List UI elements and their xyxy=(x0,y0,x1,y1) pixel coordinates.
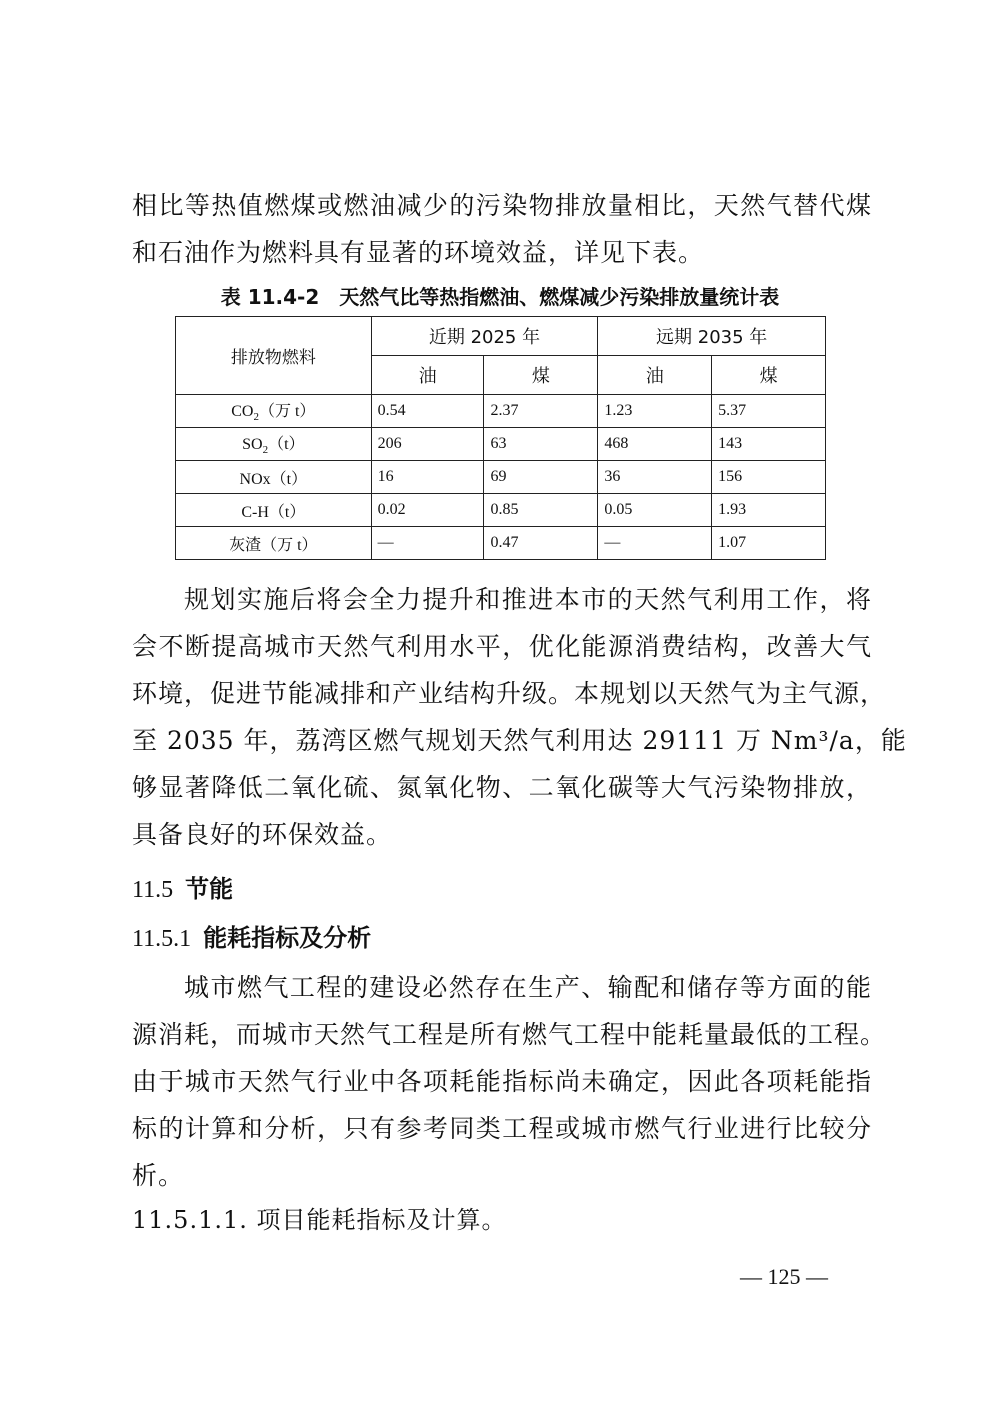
table-cell: 206 xyxy=(371,428,484,461)
table-cell: 1.23 xyxy=(598,395,712,428)
label-main: C-H xyxy=(241,503,269,521)
paragraph-line: 环境，促进节能减排和产业结构升级。本规划以天然气为主气源， xyxy=(132,679,887,708)
label-unit: （万 t） xyxy=(258,403,316,421)
emissions-table xyxy=(175,316,826,560)
table-cell: 0.54 xyxy=(371,395,484,428)
table-cell: 1.93 xyxy=(712,494,826,527)
page-number: — 125 — xyxy=(740,1264,828,1289)
paragraph-line: 会不断提高城市天然气利用水平，优化能源消费结构，改善大气 xyxy=(132,632,872,661)
fuel-header-coal: 煤 xyxy=(712,356,826,395)
table-cell: 156 xyxy=(712,461,826,494)
label-unit: （t） xyxy=(268,503,306,521)
table-row xyxy=(176,428,826,461)
subsection-number: 11.5.1 xyxy=(132,926,192,952)
table-cell: 16 xyxy=(371,461,484,494)
fuel-header-oil: 油 xyxy=(371,356,484,395)
table-cell: 1.07 xyxy=(712,527,826,560)
fuel-header-coal: 煤 xyxy=(484,356,598,395)
period-header-near: 近期 2025 年 xyxy=(371,317,598,356)
paragraph-line: 源消耗，而城市天然气工程是所有燃气工程中能耗量最低的工程。 xyxy=(132,1020,887,1049)
paragraph-line: 具备良好的环保效益。 xyxy=(132,820,393,849)
label-main: 灰渣 xyxy=(229,536,262,554)
table-cell: 0.85 xyxy=(484,494,598,527)
table-caption: 表 11.4-2 天然气比等热指燃油、燃煤减少污染排放量统计表 xyxy=(220,285,780,309)
table-cell: 0.05 xyxy=(598,494,712,527)
table-cell: — xyxy=(598,527,712,560)
label-unit: （万 t） xyxy=(261,536,318,554)
table-corner-header: 排放物燃料 xyxy=(176,317,372,395)
table-cell: 468 xyxy=(598,428,712,461)
paragraph-line: 规划实施后将会全力提升和推进本市的天然气利用工作，将 xyxy=(184,585,872,614)
label-main: SO xyxy=(242,436,263,454)
paragraph-line: 城市燃气工程的建设必然存在生产、输配和储存等方面的能 xyxy=(184,973,872,1002)
table-cell: 2.37 xyxy=(484,395,598,428)
paragraph-line: 和石油作为燃料具有显著的环境效益，详见下表。 xyxy=(132,238,705,267)
table-cell: 0.02 xyxy=(371,494,484,527)
subsubsection-heading: 11.5.1.1. 项目能耗指标及计算。 xyxy=(132,1206,507,1234)
label-unit: （t） xyxy=(268,436,305,454)
row-label xyxy=(176,527,372,560)
paragraph-line: 相比等热值燃煤或燃油减少的污染物排放量相比，天然气替代煤 xyxy=(132,191,872,220)
table-cell: 36 xyxy=(598,461,712,494)
row-label xyxy=(176,494,372,527)
subsection-title: 能耗指标及分析 xyxy=(203,924,372,952)
table-cell: 69 xyxy=(484,461,598,494)
section-number: 11.5 xyxy=(132,877,174,903)
plan-paragraph xyxy=(132,576,907,858)
table-cell: 5.37 xyxy=(712,395,826,428)
paragraph-line: 析。 xyxy=(132,1161,185,1190)
section-heading xyxy=(132,872,233,907)
row-label xyxy=(176,395,372,428)
paragraph-line: 至 2035 年，荔湾区燃气规划天然气利用达 29111 万 Nm³/a，能 xyxy=(132,726,907,755)
intro-paragraph xyxy=(132,182,872,276)
subsection-heading xyxy=(132,921,371,956)
label-main: CO xyxy=(231,403,254,421)
table-cell: 63 xyxy=(484,428,598,461)
row-label xyxy=(176,428,372,461)
table-row xyxy=(176,527,826,560)
label-main: NOx xyxy=(239,470,271,488)
table-cell: 143 xyxy=(712,428,826,461)
period-header-far: 远期 2035 年 xyxy=(598,317,826,356)
energy-paragraph xyxy=(132,964,887,1199)
section-title: 节能 xyxy=(185,875,234,903)
fuel-header-oil: 油 xyxy=(598,356,712,395)
paragraph-line: 标的计算和分析，只有参考同类工程或城市燃气行业进行比较分 xyxy=(132,1114,872,1143)
table-row xyxy=(176,494,826,527)
paragraph-line: 够显著降低二氧化硫、氮氧化物、二氧化碳等大气污染物排放， xyxy=(132,773,872,802)
table-row xyxy=(176,461,826,494)
paragraph-line: 由于城市天然气行业中各项耗能指标尚未确定，因此各项耗能指 xyxy=(132,1067,872,1096)
label-subscript: 2 xyxy=(253,411,259,424)
row-label xyxy=(176,461,372,494)
table-row xyxy=(176,395,826,428)
table-cell: 0.47 xyxy=(484,527,598,560)
label-subscript: 2 xyxy=(262,444,269,457)
table-cell: — xyxy=(371,527,484,560)
label-unit: （t） xyxy=(270,470,308,488)
